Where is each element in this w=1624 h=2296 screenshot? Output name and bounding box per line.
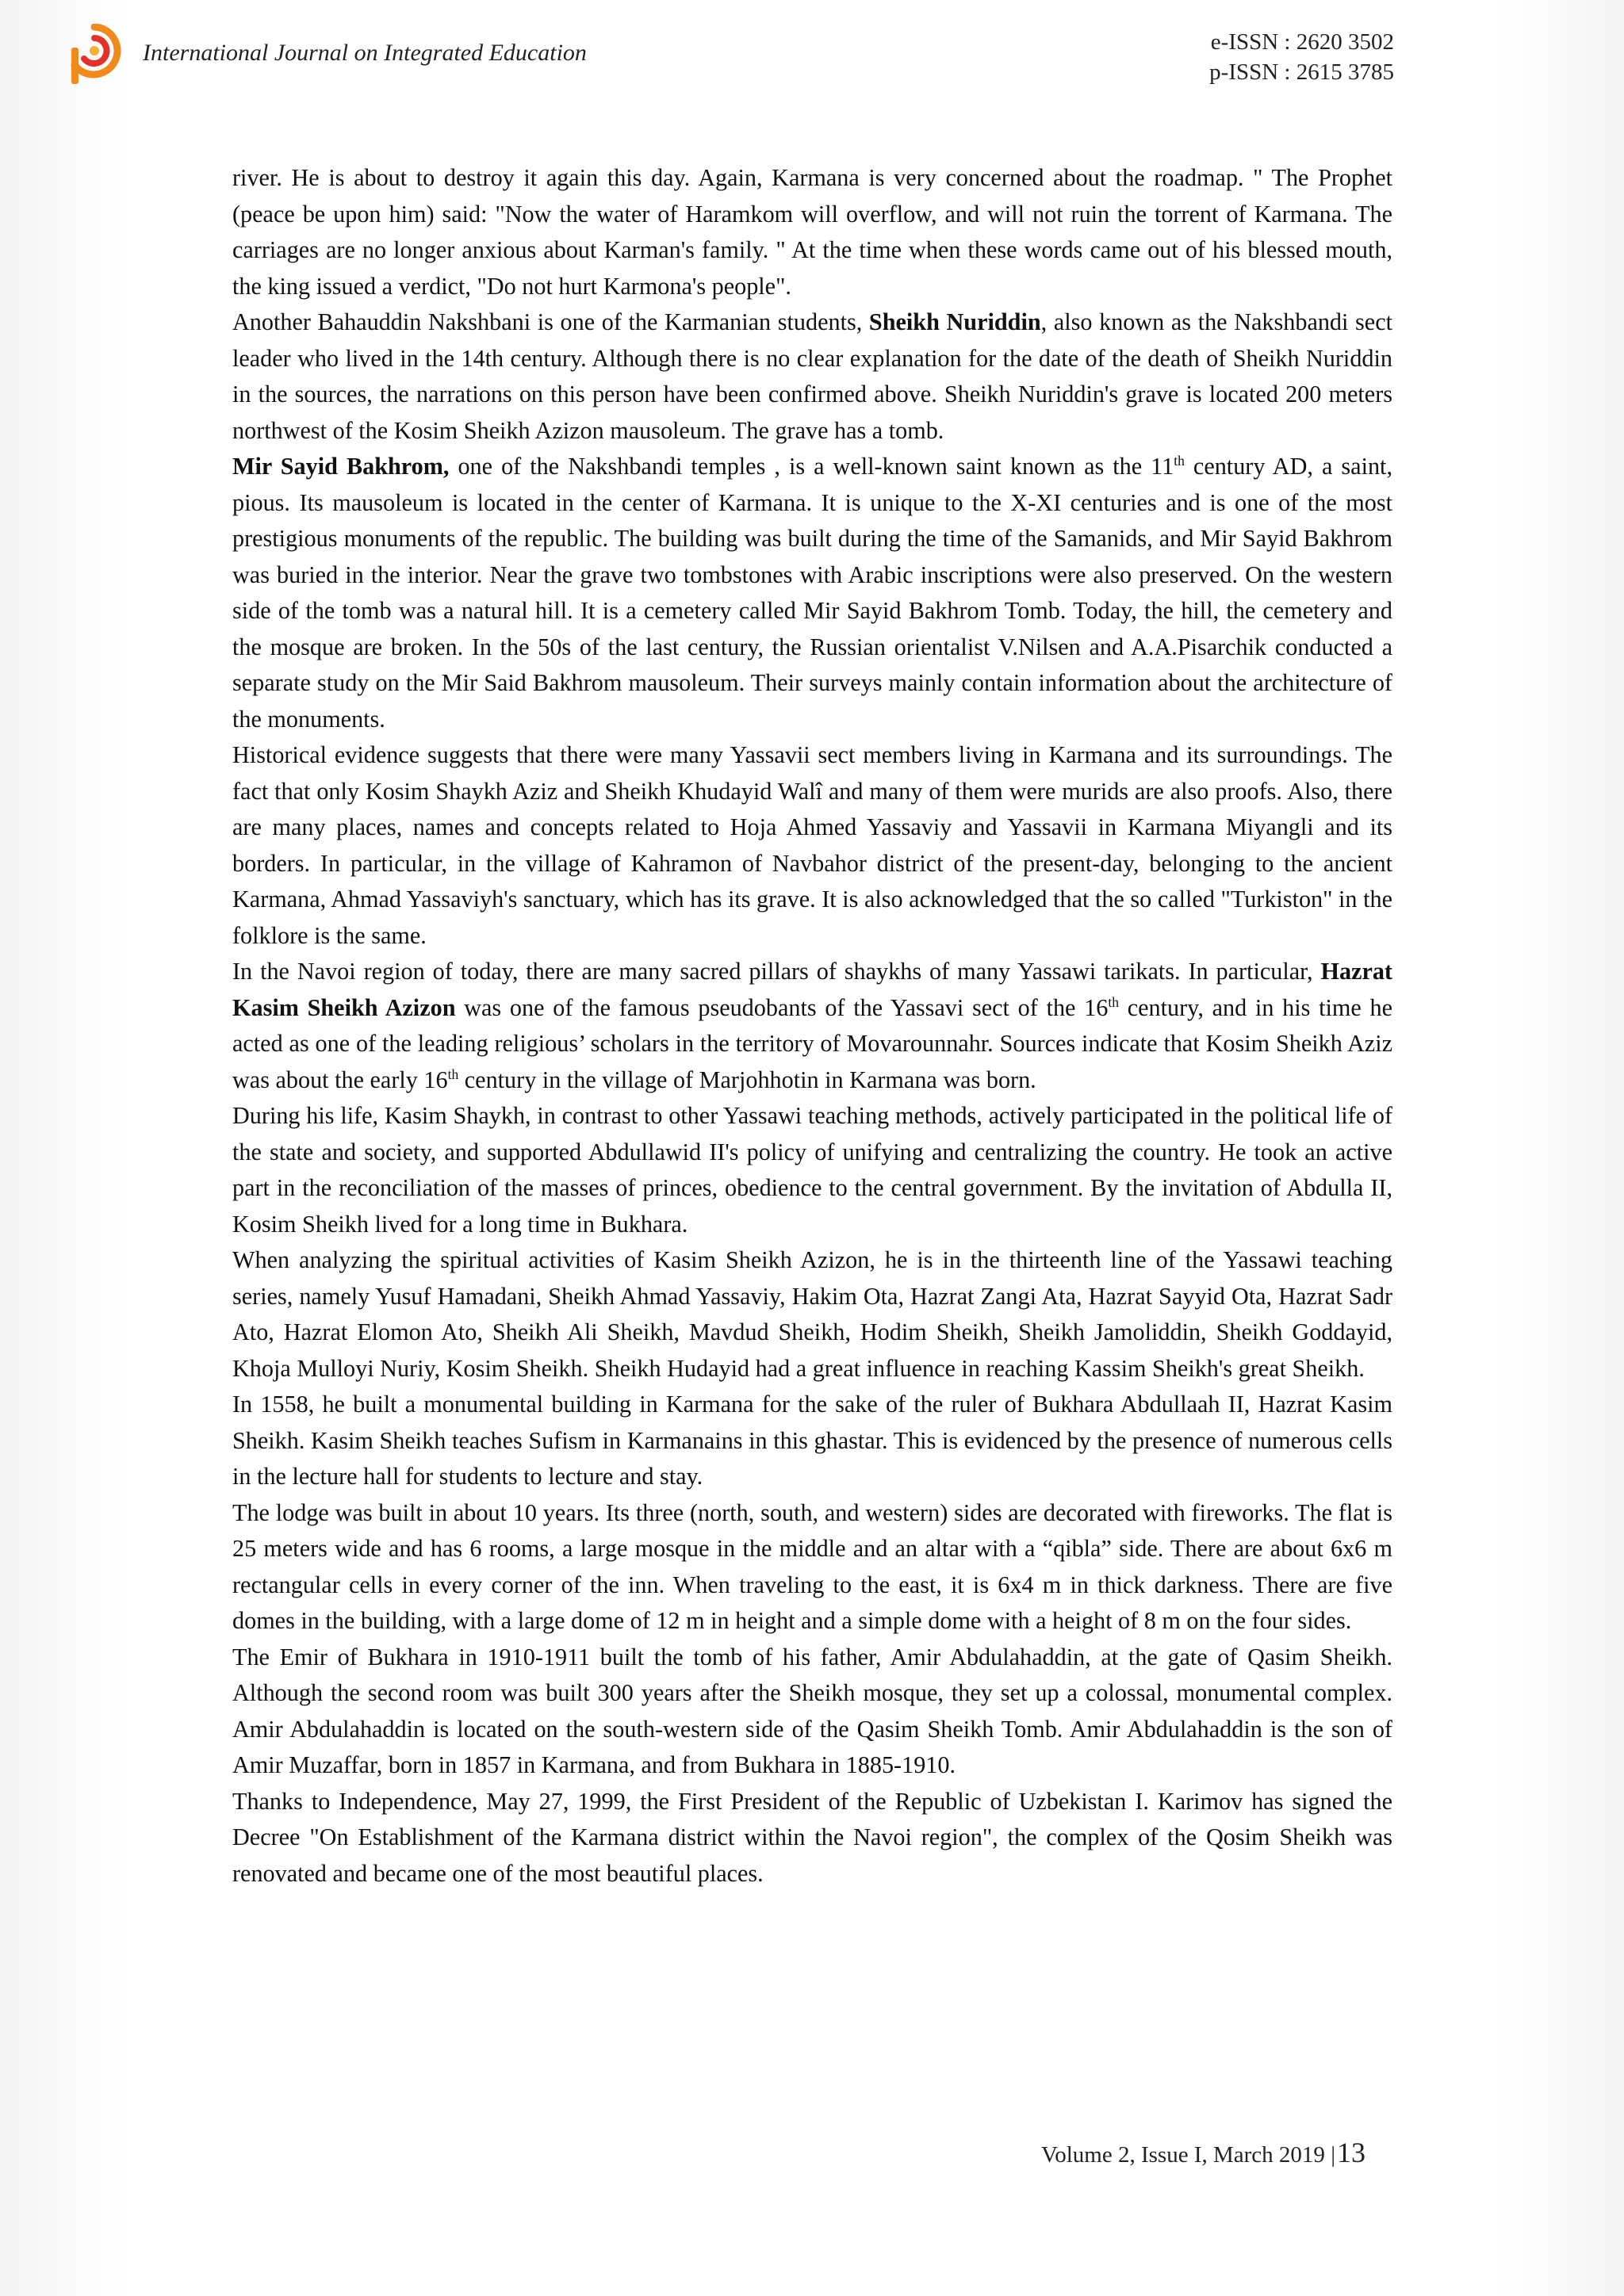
paragraph: Historical evidence suggests that there were many Yassavii sect members living in Karmana and its surroundings. The fact that only Kosim Shaykh Aziz and Sheikh Khudayid Walî and many of them were murids are also proofs. Also, there are many places, names and concepts related to Hoja Ahmed Yassaviy and Yassavii in Karmana Miyangli and its borders. In particular, in the village of Kahramon of Navbahor district of the present-day, belonging to the ancient Karmana, Ahmad Yassaviyh's sanctuary, which has its grave. It is also acknowledged that the so called "Turkiston" in the folklore is the same. (232, 741, 1392, 949)
issn-block (1209, 27, 1394, 87)
bold-name: Sheikh Nuriddin (868, 308, 1041, 335)
paragraph: When analyzing the spiritual activities of Kasim Sheikh Azizon, he is in the thirteenth line of the Yassawi teaching series, namely Yusuf Hamadani, Sheikh Ahmad Yassaviy, Hakim Ota, Hazrat Zangi Ata, Hazrat Sayyid Ota, Hazrat Sadr Ato, Hazrat Elomon Ato, Sheikh Ali Sheikh, Mavdud Sheikh, Hodim Sheikh, Sheikh Jamoliddin, Sheikh Goddayid, Khoja Mulloyi Nuriy, Kosim Sheikh. Sheikh Hudayid had a great influence in reaching Kassim Sheikh's great Sheikh. (232, 1246, 1392, 1382)
journal-logo-icon (67, 24, 122, 87)
page-header (0, 0, 1624, 103)
paragraph-text: Another Bahauddin Nakshbani is one of the Karmanian students, (232, 308, 869, 335)
paragraph-text: century in the village of Marjohhotin in Karmana was born. (458, 1066, 1036, 1093)
pissn: p-ISSN : 2615 3785 (1209, 59, 1394, 85)
bold-name: Hazrat Kasim Sheikh Azizon (232, 958, 1392, 1021)
paragraph-text: one of the Nakshbandi temples , is a well-known saint known as the 11 (449, 453, 1174, 480)
footer-separator: | (1331, 2142, 1335, 2168)
bold-name: Mir Sayid Bakhrom, (232, 453, 450, 480)
paragraph: The lodge was built in about 10 years. Its three (north, south, and western) sides are decorated with fireworks. The flat is 25 meters wide and has 6 rooms, a large mosque in the middle and an altar with a “qibla” side. There are about 6x6 m rectangular cells in every corner of the inn. When traveling to the east, it is 6x4 m in thick darkness. There are five domes in the building, with a large dome of 12 m in height and a simple dome with a height of 8 m on the four sides. (232, 1498, 1392, 1634)
page-footer (1041, 2136, 1365, 2169)
paragraph-text: century, and in his time he acted as one of the leading religious’ scholars in the territory of Movarounnahr. Sources indicate that Kosim Sheikh Aziz was about the early 16 (232, 993, 1393, 1093)
paragraph: During his life, Kasim Shaykh, in contrast to other Yassawi teaching methods, actively participated in the political life of the state and society, and supported Abdullawid II's policy of unifying and centralizing the country. He took an active part in the reconciliation of the masses of princes, obedience to the central government. By the invitation of Abdulla II, Kosim Sheikh lived for a long time in Bukhara. (232, 1102, 1392, 1238)
paragraph-text: In the Navoi region of today, there are many sacred pillars of shaykhs of many Yassawi tarikats. In particular, (232, 958, 1321, 985)
volume-info: Volume 2, Issue I, March 2019 (1041, 2142, 1325, 2168)
paragraph: The Emir of Bukhara in 1910-1911 built the tomb of his father, Amir Abdulahaddin, at the gate of Qasim Sheikh. Although the second room was built 300 years after the Sheikh mosque, they set up a colossal, monumental complex. Amir Abdulahaddin is located on the south-western side of the Qasim Sheikh Tomb. Amir Abdulahaddin is the son of Amir Muzaffar, born in 1857 in Karmana, and from Bukhara in 1885-1910. (232, 1643, 1392, 1778)
superscript: th (1174, 452, 1185, 469)
paragraph: In 1558, he built a monumental building in Karmana for the sake of the ruler of Bukhara Abdullaah II, Hazrat Kasim Sheikh. Kasim Sheikh teaches Sufism in Karmanains in this ghastar. This is evidenced by the presence of numerous cells in the lecture hall for students to lecture and stay. (232, 1391, 1392, 1490)
article-body (232, 160, 1392, 1892)
paragraph (232, 954, 1392, 1098)
paragraph-text: century AD, a saint, pious. Its mausoleum is located in the center of Karmana. It is unique to the X-XI centuries and is one of the most prestigious monuments of the republic. The building was built during the time of the Samanids, and Mir Sayid Bakhrom was buried in the interior. Near the grave two tombstones with Arabic inscriptions were also preserved. On the western side of the tomb was a natural hill. It is a cemetery called Mir Sayid Bakhrom Tomb. Today, the hill, the cemetery and the mosque are broken. In the 50s of the last century, the Russian orientalist V.Nilsen and A.A.Pisarchik conducted a separate study on the Mir Said Bakhrom mausoleum. Their surveys mainly contain information about the architecture of the monuments. (232, 453, 1392, 733)
paragraph (232, 304, 1392, 449)
paragraph-text: , also known as the Nakshbandi sect leader who lived in the 14th century. Although there is no clear explanation for the date of the death of Sheikh Nuriddin in the sources, the narrations on this person have been confirmed above. Sheikh Nuriddin's grave is located 200 meters northwest of the Kosim Sheikh Azizon mausoleum. The grave has a tomb. (232, 308, 1392, 444)
page-number: 13 (1337, 2137, 1365, 2168)
paragraph (232, 449, 1392, 737)
paragraph: Thanks to Independence, May 27, 1999, the First President of the Republic of Uzbekistan I. Karimov has signed the Decree "On Establishment of the Karmana district within the Navoi region", the complex of the Qosim Sheikh was renovated and became one of the most beautiful places. (232, 1787, 1392, 1887)
journal-title: International Journal on Integrated Education (143, 40, 587, 66)
superscript: th (447, 1066, 459, 1082)
paragraph-text: was one of the famous pseudobants of the Yassavi sect of the 16 (455, 993, 1109, 1021)
eissn: e-ISSN : 2620 3502 (1210, 29, 1394, 55)
superscript: th (1108, 993, 1120, 1010)
paragraph: river. He is about to destroy it again this day. Again, Karmana is very concerned about the roadmap. " The Prophet (peace be upon him) said: "Now the water of Haramkom will overflow, and will not ruin the torrent of Karmana. The carriages are no longer anxious about Karman's family. " At the time when these words came out of his blessed mouth, the king issued a verdict, "Do not hurt Karmona's people". (232, 164, 1392, 300)
